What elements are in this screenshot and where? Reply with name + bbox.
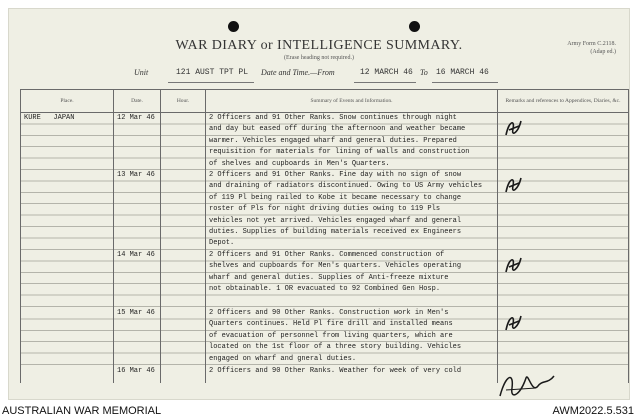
place-cell	[21, 250, 114, 308]
place-cell	[21, 113, 114, 171]
place-cell	[21, 366, 114, 383]
summary-line: not obtainable. 1 OR evacuated to 92 Combined Gen Hosp.	[209, 285, 441, 294]
remarks-cell	[498, 113, 629, 171]
summary-line: and draining of radiators discontinued. Owing to US Army vehicles	[209, 182, 483, 191]
signature-scrawl	[496, 366, 558, 404]
date-cell: 15 Mar 46	[114, 308, 161, 366]
from-date-value: 12 MARCH 46	[360, 68, 413, 77]
diary-sheet	[8, 8, 630, 400]
unit-label: Unit	[134, 68, 149, 77]
initials-signature	[503, 312, 525, 334]
remarks-cell	[498, 308, 629, 366]
hour-cell	[161, 366, 206, 383]
summary-line: 2 Officers and 91 Other Ranks. Snow continues through night	[209, 114, 457, 122]
summary-line: duties. Supplies of building materials received ex Engineers	[209, 228, 462, 237]
date-label: Date and Time.—From	[261, 68, 335, 77]
form-number	[567, 40, 616, 56]
unit-underline	[168, 82, 254, 83]
from-underline	[354, 82, 416, 83]
summary-line: of evacuation of personnel from living quarters, which are	[209, 331, 453, 340]
punch-hole-left	[228, 21, 239, 32]
summary-line: 2 Officers and 91 Other Ranks. Fine day with no sign of snow	[209, 171, 462, 180]
date-cell: 16 Mar 46	[114, 366, 161, 383]
table-row	[21, 113, 629, 171]
hour-cell	[161, 308, 206, 366]
summary-line: wharf and general duties. Supplies of Anti-freeze mixture	[209, 273, 449, 282]
summary-line: roster of Pls for night driving duties owing to 119 Pls	[209, 205, 441, 214]
caption-left: AUSTRALIAN WAR MEMORIAL	[2, 405, 162, 417]
hour-cell	[161, 113, 206, 171]
summary-line: 2 Officers and 91 Other Ranks. Commenced construction of	[209, 250, 445, 259]
summary-line: located on the 1st floor of a three story building. Vehicles	[209, 343, 462, 352]
hour-cell	[161, 250, 206, 308]
summary-cell	[206, 170, 498, 250]
to-date-value: 16 MARCH 46	[436, 68, 489, 77]
summary-line: 2 Officers and 90 Other Ranks. Weather for week of very cold	[209, 366, 462, 375]
header-summary: Summary of Events and Information.	[206, 90, 498, 113]
summary-line: of shelves and cupboards in Men's Quarters.	[209, 159, 390, 168]
date-cell: 13 Mar 46	[114, 170, 161, 250]
summary-line: of 119 Pl being railed to Kobe it became necessary to change	[209, 193, 462, 202]
place-cell	[21, 170, 114, 250]
place-cell	[21, 308, 114, 366]
summary-line: Quarters continues. Held Pl fire drill and installed means	[209, 320, 453, 329]
summary-line: engaged on wharf and gneral duties.	[209, 354, 357, 363]
header-date: Date.	[114, 90, 161, 113]
initials-signature	[503, 174, 525, 196]
place-country: JAPAN	[53, 114, 75, 122]
summary-line: shelves and cupboards for Men's quarters. Vehicles operating	[209, 262, 462, 271]
summary-cell	[206, 308, 498, 366]
hour-cell	[161, 170, 206, 250]
table-row	[21, 170, 629, 250]
table-row	[21, 250, 629, 308]
initials-signature	[503, 254, 525, 276]
form-edition-text: (Adap ed.)	[590, 49, 616, 55]
initials-signature	[503, 117, 525, 139]
summary-line: and day but eased off during the afternoon and weather became	[209, 125, 466, 134]
header-remarks: Remarks and references to Appendices, Diaries, &c.	[498, 90, 629, 113]
summary-line: Depot.	[209, 239, 235, 248]
unit-value: 121 AUST TPT PL	[176, 68, 249, 77]
header-place: Place.	[21, 90, 114, 113]
summary-line: warmer. Vehicles engaged wharf and general duties. Prepared	[209, 136, 457, 145]
summary-cell	[206, 366, 498, 383]
to-label: To	[420, 68, 428, 77]
remarks-cell	[498, 250, 629, 308]
table-header-row	[21, 90, 629, 113]
summary-line: 2 Officers and 90 Other Ranks. Construction work in Men's	[209, 308, 449, 317]
page-subtitle: (Erase heading not required.)	[284, 55, 354, 61]
page-title: WAR DIARY or INTELLIGENCE SUMMARY.	[175, 38, 463, 53]
to-underline	[432, 82, 498, 83]
date-cell: 12 Mar 46	[114, 113, 161, 171]
date-cell: 14 Mar 46	[114, 250, 161, 308]
remarks-cell	[498, 170, 629, 250]
summary-cell	[206, 250, 498, 308]
punch-hole-right	[409, 21, 420, 32]
table-row	[21, 308, 629, 366]
caption-right: AWM2022.5.531	[552, 405, 634, 417]
diary-table	[20, 89, 629, 383]
form-number-text: Army Form C.2118.	[567, 41, 616, 47]
summary-cell	[206, 113, 498, 171]
place-city: KURE	[24, 114, 41, 122]
summary-line: vehicles not yet arrived. Vehicles engaged wharf and general	[209, 216, 462, 225]
header-hour: Hour.	[161, 90, 206, 113]
summary-line: requisition for materials for lining of walls and construction	[209, 148, 470, 157]
